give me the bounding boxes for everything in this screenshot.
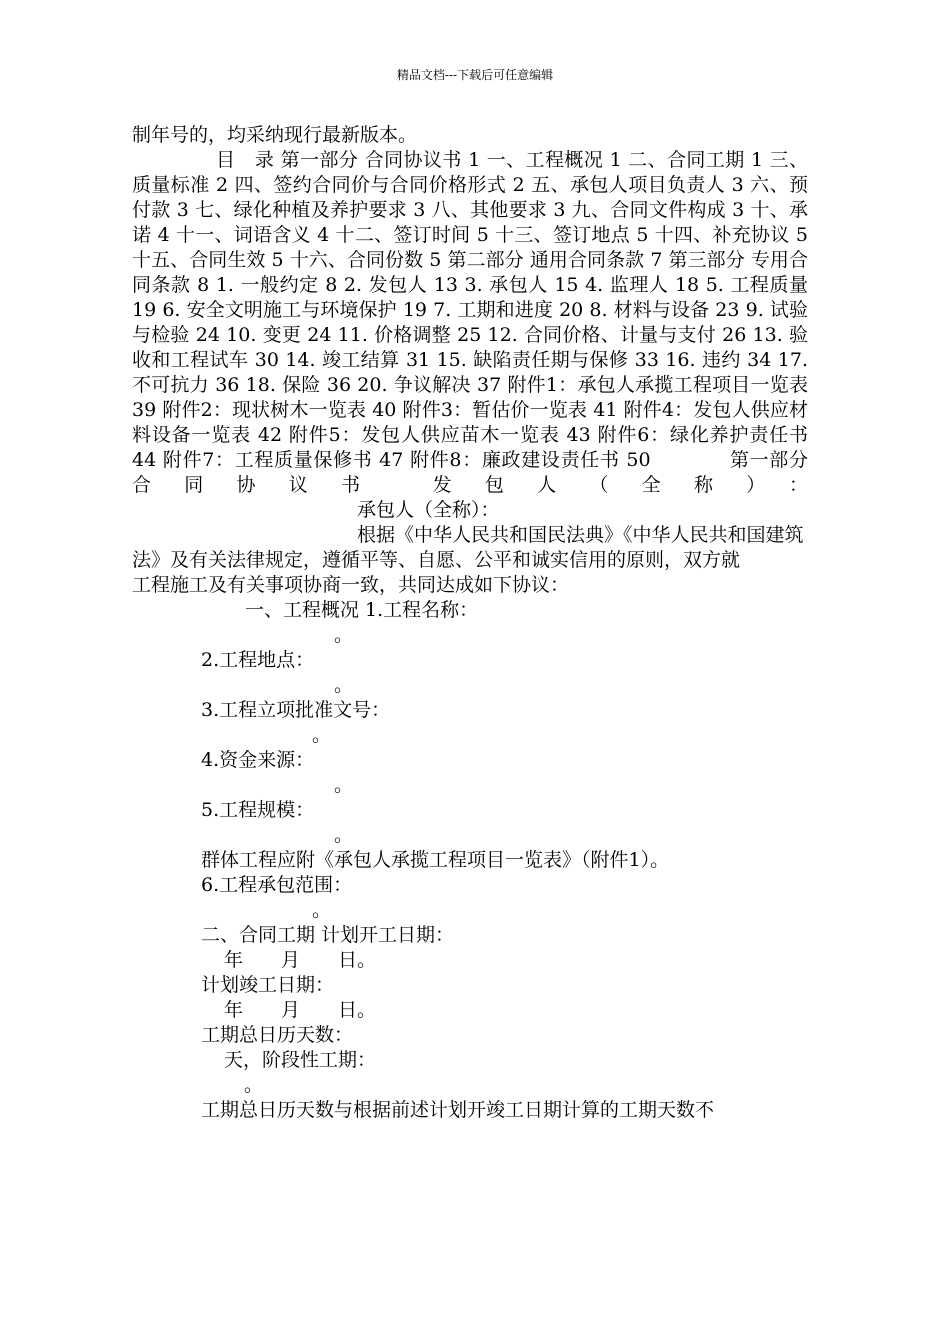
contractor-line: 承包人（全称）：: [357, 499, 500, 521]
planned-completion-label: 计划竣工日期：: [201, 974, 335, 996]
group-project-note: 群体工程应附《承包人承揽工程项目一览表》（附件1）。: [201, 849, 670, 871]
period-mark: 。: [334, 674, 354, 696]
period-mark: 。: [334, 824, 354, 846]
blank-line: [132, 723, 808, 748]
section-2-heading: 二、合同工期 计划开工日期：: [201, 924, 455, 946]
item-6-scope: 6.工程承包范围：: [201, 874, 353, 896]
period-mark: 。: [334, 774, 354, 796]
start-date-line: 年 月 日。: [224, 949, 377, 971]
blank-line: [132, 1073, 808, 1098]
toc-tail: 第一部分 合同协议书 发包人（全称）：: [132, 449, 808, 496]
total-days-label: 工期总日历天数：: [201, 1024, 354, 1046]
toc-text: 目 录 第一部分 合同协议书 1 一、工程概况 1 二、合同工期 1 三、质量标准 2 四、签约合同价与合同价格形式 2 五、承包人项目负责人 3 六、预付款 3 七、绿化种植及养护要求 3 八、其他要求 3 九、合同文件构成 3 十、承诺 4 十一、词语含义 4 十二、签订时间 5 十三、签订地点 5 十四、补充协议 5 十五、合同生效 5 十六、合同份数 5 第二部分 通用合同条款 7 第三部分 专用合同条款 8 1. 一般约定 8 2. 发包人 13 3. 承包人 15 4. 监理人 18 5. 工程质量 19 6. 安全文明施工与环境保护 19 7. 工期和进度 20 8. 材料与设备 23 9. 试验与检验 24 10. 变更 24 11. 价格调整 25 12. 合同价格、计量与支付 26 13. 验收和工程试车 30 14. 竣工结算 31 15. 缺陷责任期与保修 33 16. 违约 34 17. 不可抗力 36 18. 保险 36 20. 争议解决 37 附件1：承包人承揽工程项目一览表 39 附件2：现状树木一览表 40 附件3：暂估价一览表 41 附件4：发包人供应材料设备一览表 42 附件5：发包人供应苗木一览表 43 附件6：绿化养护责任书 44 附件7：工程质量保修书 47 附件8：廉政建设责任书 50: [132, 149, 808, 471]
item-3-approval: 3.工程立项批准文号：: [201, 699, 391, 721]
blank-line: [132, 623, 808, 648]
blank-line: [132, 898, 808, 923]
period-mark: 。: [244, 1074, 264, 1096]
period-mark: 。: [312, 899, 332, 921]
table-of-contents: [132, 148, 808, 498]
period-mark: 。: [312, 724, 332, 746]
stage-period-line: 天，阶段性工期：: [224, 1049, 377, 1071]
item-2-location: 2.工程地点：: [201, 649, 315, 671]
document-body: [132, 123, 855, 1123]
basis-paragraph: 根据《中华人民共和国民法典》《中华人民共和国建筑法》及有关法律规定，遵循平等、自愿、公平和诚实信用的原则，双方就 工程施工及有关事项协商一致，共同达成如下协议：: [132, 524, 855, 596]
section-1-heading: 一、工程概况 1.工程名称：: [245, 599, 479, 621]
page-header: 精品文档---下载后可任意编辑: [396, 68, 554, 82]
period-mark: 。: [334, 624, 354, 646]
blank-line: [132, 673, 808, 698]
blank-line: [132, 823, 808, 848]
last-line: 工期总日历天数与根据前述计划开竣工日期计算的工期天数不: [201, 1099, 715, 1121]
blank-line: [132, 773, 808, 798]
para-first: 制年号的，均采纳现行最新版本。: [132, 124, 418, 146]
completion-date-line: 年 月 日。: [224, 999, 377, 1021]
item-4-funding: 4.资金来源：: [201, 749, 315, 771]
item-5-scale: 5.工程规模：: [201, 799, 315, 821]
